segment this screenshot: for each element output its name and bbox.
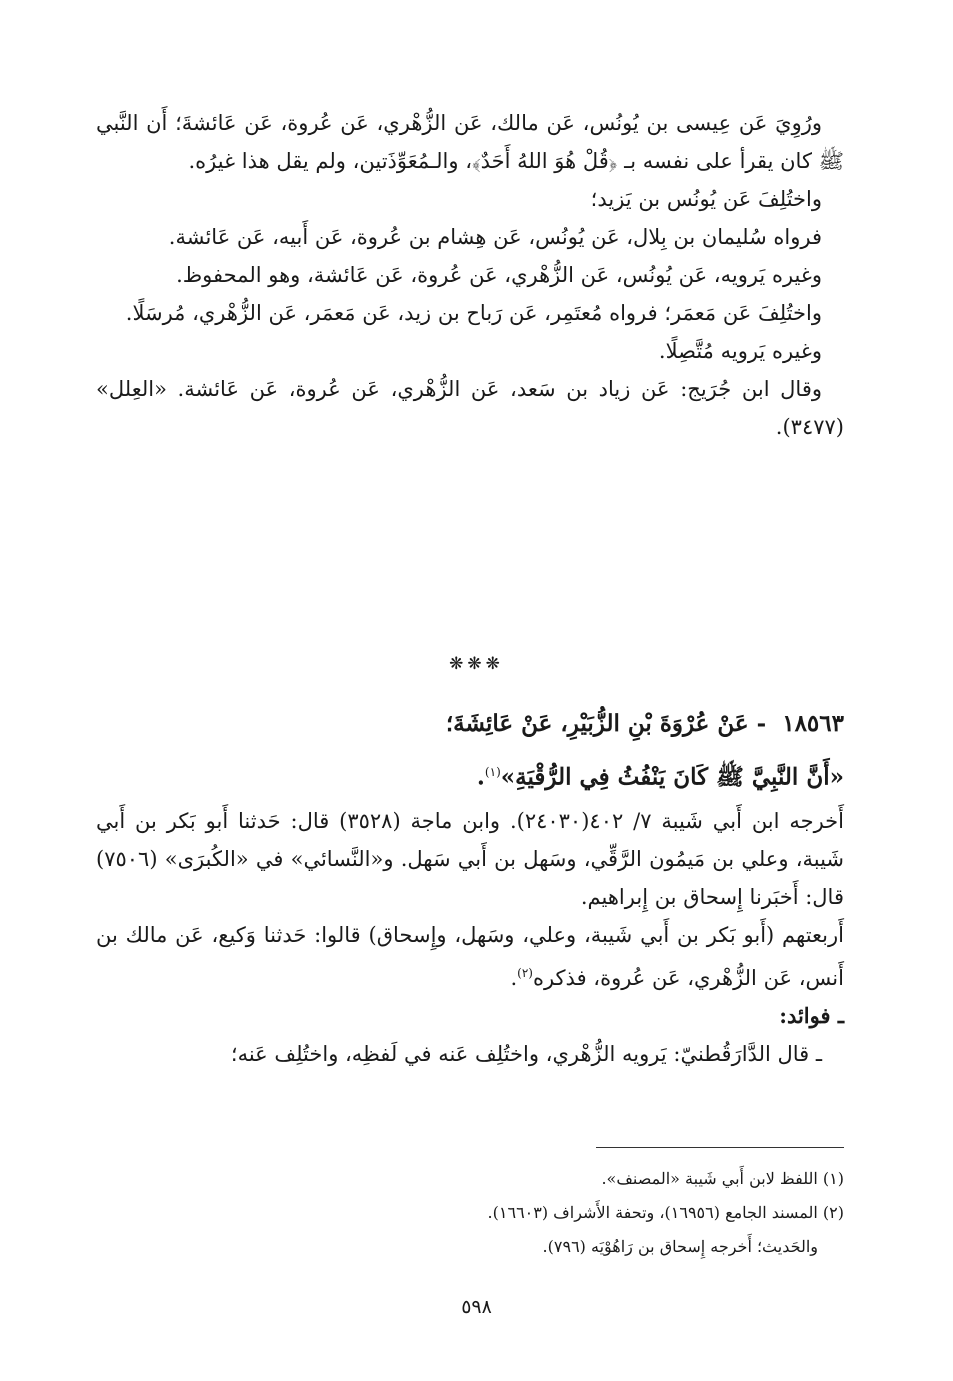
paragraph-isa-narration: ورُوِيَ عَن عِيسى بن يُونُس، عَن مالك، عَن الزُّهْري، عَن عُروة، عَن عَائشةَ؛ أَن النَّبي ﷺ كان يقرأ على نفسه بـ ﴿قُلْ هُوَ اللهُ أَحَدٌ﴾، والـمُعَوِّذَتين، ولم يقل هذا غيرُه.: [96, 111, 844, 173]
paragraph-muttasil: وغيره يَرويه مُتَّصِلًا.: [658, 339, 822, 363]
footnote-divider: [596, 1147, 844, 1148]
paragraph-ibn-jurayj: وقال ابن جُرَيج: عَن زياد بن سَعد، عَن الزُّهْري، عَن عُروة، عَن عَائشة. «العِلل» (٣٤٧٧).: [96, 377, 844, 439]
footnote-2-continued: والحَديث؛ أَخرجه إِسحاق بن رَاهُوْيَه (٧٩٦).: [542, 1237, 818, 1256]
footnote-ref-1: (١): [484, 765, 501, 779]
hadith-isnad: عَنْ عُرْوَةَ بْنِ الزُّبَيْرِ، عَنْ عَائِشَةَ؛: [445, 710, 749, 737]
footnote-2: (٢) المسند الجامع (١٦٩٥٦)، وتحفة الأَشراف (١٦٦٠٣).: [487, 1203, 844, 1222]
discussion-block: [96, 104, 844, 446]
page-number: ٥٩٨: [461, 1296, 492, 1318]
paragraph-takhrij: أَخرجه ابن أَبي شَيبة ٧/ ٤٠٢(٢٤٠٣٠). وابن ماجة (٣٥٢٨) قال: حَدثنا أَبو بَكر بن أَبي شَيبة، وعلي بن مَيمُون الرَّقِّي، وسَهل بن أَبي سَهل. و«النَّسائي» في «الكُبرَى» (٧٥٠٦) قال: أَخبَرنا إِسحاق بن إِبراهيم.: [96, 809, 844, 909]
footnote-1: (١) اللفظ لابن أَبي شَيبة «المصنف».: [601, 1169, 844, 1188]
hadith-isnad-line: [96, 700, 844, 748]
fawaid-heading: ـ فوائد:: [779, 1003, 844, 1028]
paragraph-yunus-dispute: واختُلِفَ عَن يُونُس بن يَزيد؛: [590, 187, 822, 211]
footnotes: [200, 1162, 844, 1264]
hadith-number: ١٨٥٦٣: [782, 710, 844, 737]
takhrij-block: [96, 802, 844, 1073]
paragraph-sulayman-narration: فرواه سُليمان بن بِلال، عَن يُونُس، عَن هِشام بن عُروة، عَن أَبيه، عَن عَائشة.: [168, 225, 822, 249]
section-separator: ❋❋❋: [449, 654, 504, 674]
hadith-matn: «أَنَّ النَّبِيَّ ﷺ كَانَ يَنْفُثُ فِي الرُّقْيَةِ»: [500, 763, 844, 791]
four-narrators-text: أَربعتهم (أَبو بَكر بن أَبي شَيبة، وعلي، وسَهل، وإِسحاق) قالوا: حَدثنا وَكيع، عَن مالك بن أَنس، عَن الزُّهْري، عَن عُروة، فذكره: [96, 923, 844, 990]
hadith-dash: -: [756, 710, 767, 737]
paragraph-four-narrators: [96, 916, 844, 997]
footnote-ref-2: (٢): [517, 966, 533, 980]
hadith-entry: [96, 700, 844, 802]
hadith-matn-line: «أَنَّ النَّبِيَّ ﷺ كَانَ يَنْفُثُ فِي الرُّقْيَةِ»$^{(١)}$.: [476, 763, 844, 791]
paragraph-daraqutni: ـ قال الدَّارَقُطنيّ: يَرويه الزُّهْري، واختُلِف عَنه في لَفظِه، واختُلِف عَنه؛: [230, 1042, 822, 1066]
four-narrators-end: .: [510, 966, 518, 990]
paragraph-mahfuz: وغيره يَرويه، عَن يُونُس، عَن الزُّهْري، عَن عُروة، عَن عَائشة، وهو المحفوظ.: [176, 263, 822, 287]
paragraph-mamar-dispute: واختُلِفَ عَن مَعمَر؛ فرواه مُعتَمِر، عَن رَباح بن زيد، عَن مَعمَر، عَن الزُّهْري، مُرسَلًا.: [125, 301, 822, 325]
